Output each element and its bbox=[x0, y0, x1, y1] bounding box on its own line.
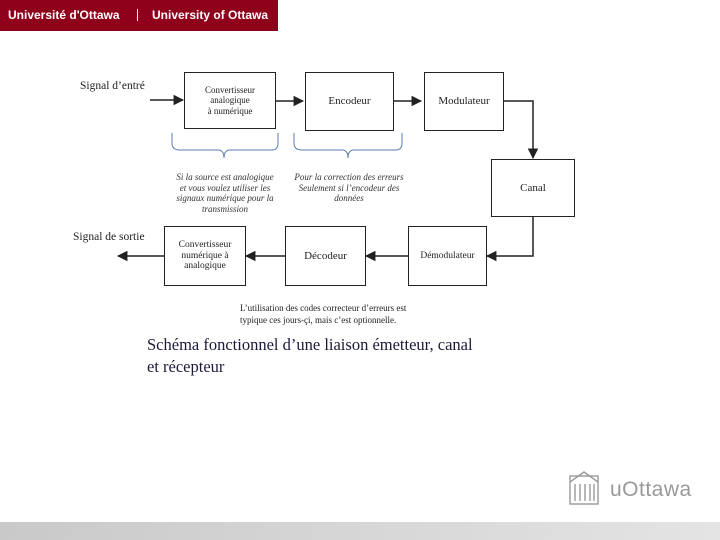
footnote-error-codes bbox=[240, 302, 406, 326]
university-name-en: University of Ottawa bbox=[152, 8, 269, 22]
note-line: Pour la correction des erreurs bbox=[294, 172, 404, 182]
box-line: analogique bbox=[184, 261, 226, 272]
box-line: numérique à bbox=[181, 250, 229, 261]
footnote-line: L’utilisation des codes correcteur d’erreurs est bbox=[240, 303, 407, 313]
note-line: Si la source est analogique bbox=[176, 172, 274, 182]
footer-band bbox=[0, 522, 720, 540]
box-line: Convertisseur bbox=[178, 239, 232, 250]
note-line: et vous voulez utiliser les bbox=[179, 182, 271, 193]
box-modulator bbox=[424, 72, 504, 131]
box-demodulator bbox=[408, 226, 487, 286]
footnote-line: typique ces jours-çi, mais c’est optionnelle. bbox=[240, 315, 397, 325]
figure-caption bbox=[147, 334, 587, 378]
box-label: Encodeur bbox=[328, 95, 371, 108]
box-encoder bbox=[305, 72, 394, 131]
caption-line: Schéma fonctionnel d’une liaison émetteur, canal bbox=[147, 335, 473, 354]
brace-errors bbox=[294, 133, 402, 158]
box-analog-to-digital-converter bbox=[184, 72, 276, 129]
box-decoder bbox=[285, 226, 366, 286]
box-line: analogique bbox=[210, 95, 250, 106]
note-line: transmission bbox=[201, 203, 248, 214]
arrow-modulator-to-channel bbox=[504, 101, 533, 158]
building-icon bbox=[570, 472, 598, 504]
box-label: Modulateur bbox=[438, 95, 490, 108]
box-label: Canal bbox=[520, 181, 546, 194]
input-signal-label: Signal d’entré bbox=[80, 80, 145, 92]
box-line: Convertisseur bbox=[205, 84, 255, 95]
note-error-correction bbox=[286, 172, 412, 204]
uottawa-wordmark: uOttawa bbox=[610, 478, 692, 501]
note-line: signaux numérique pour la bbox=[176, 193, 274, 203]
note-analog-source bbox=[162, 172, 288, 214]
box-line: à numérique bbox=[207, 105, 253, 116]
brace-source bbox=[172, 133, 278, 158]
university-name-fr: Université d'Ottawa bbox=[8, 8, 120, 22]
box-channel bbox=[491, 159, 575, 217]
arrow-channel-to-demodulator bbox=[487, 217, 533, 256]
output-signal-label: Signal de sortie bbox=[73, 231, 145, 243]
box-label: Décodeur bbox=[304, 249, 347, 262]
box-digital-to-analog-converter bbox=[164, 226, 246, 286]
caption-line: et récepteur bbox=[147, 357, 225, 376]
note-line: données bbox=[334, 193, 364, 203]
note-line: Seulement si l’encodeur des bbox=[298, 182, 400, 193]
box-label: Démodulateur bbox=[420, 250, 475, 261]
